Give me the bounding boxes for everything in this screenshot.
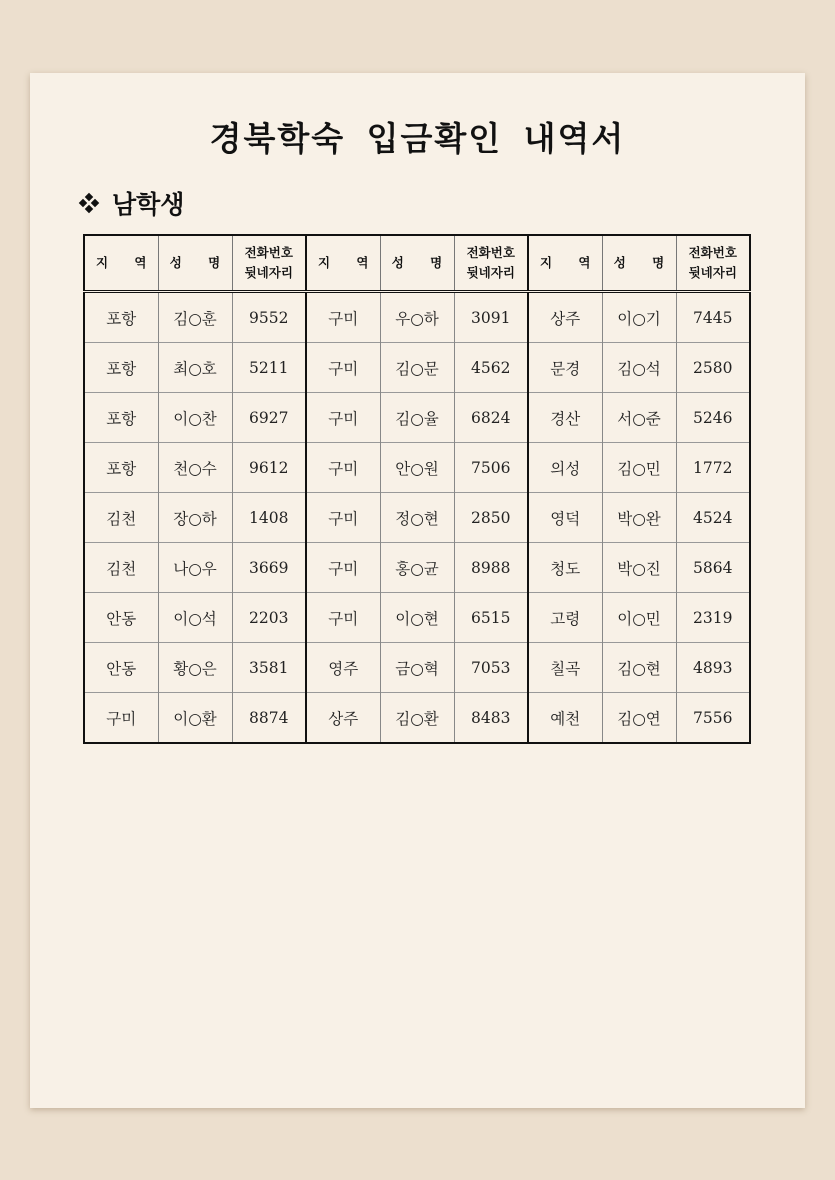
cell-name: 홍○균 <box>380 543 454 593</box>
cell-region: 예천 <box>528 693 602 744</box>
header-phone-line1: 전화번호 <box>244 245 293 260</box>
cell-phone: 8483 <box>454 693 528 744</box>
cell-region: 구미 <box>306 292 380 343</box>
table-row <box>84 593 750 643</box>
cell-name: 김○연 <box>602 693 676 744</box>
table-header-row <box>84 235 750 292</box>
cell-region: 구미 <box>84 693 158 744</box>
table-row <box>84 493 750 543</box>
header-phone-line2: 뒷네자리 <box>688 265 737 280</box>
cell-region: 구미 <box>306 343 380 393</box>
cell-phone: 1408 <box>232 493 306 543</box>
cell-phone: 4893 <box>676 643 750 693</box>
cell-name: 이○현 <box>380 593 454 643</box>
cell-region: 영주 <box>306 643 380 693</box>
cell-phone: 3669 <box>232 543 306 593</box>
cell-name: 금○혁 <box>380 643 454 693</box>
cell-name: 이○찬 <box>158 393 232 443</box>
cell-name: 정○현 <box>380 493 454 543</box>
cell-name: 이○석 <box>158 593 232 643</box>
cell-region: 구미 <box>306 593 380 643</box>
header-region: 지 역 <box>84 235 158 292</box>
cell-region: 경산 <box>528 393 602 443</box>
cell-phone: 5246 <box>676 393 750 443</box>
cell-phone: 9552 <box>232 292 306 343</box>
cell-phone: 3581 <box>232 643 306 693</box>
cell-phone: 6824 <box>454 393 528 443</box>
cell-name: 서○준 <box>602 393 676 443</box>
cell-name: 김○문 <box>380 343 454 393</box>
cell-name: 김○환 <box>380 693 454 744</box>
cell-region: 김천 <box>84 493 158 543</box>
cell-region: 의성 <box>528 443 602 493</box>
cell-name: 우○하 <box>380 292 454 343</box>
cell-region: 고령 <box>528 593 602 643</box>
cell-phone: 2319 <box>676 593 750 643</box>
cell-name: 천○수 <box>158 443 232 493</box>
cell-phone: 6515 <box>454 593 528 643</box>
header-phone-line1: 전화번호 <box>466 245 515 260</box>
deposit-table <box>83 234 751 744</box>
cell-region: 포항 <box>106 309 137 328</box>
cell-name: 황○은 <box>158 643 232 693</box>
cell-region: 상주 <box>528 292 602 343</box>
cell-name: 이○기 <box>602 292 676 343</box>
header-name: 성 명 <box>602 235 676 292</box>
table-row <box>84 443 750 493</box>
cell-region: 김천 <box>84 543 158 593</box>
cell-phone: 4562 <box>454 343 528 393</box>
cell-phone: 1772 <box>676 443 750 493</box>
header-phone <box>454 235 528 292</box>
cell-name: 박○완 <box>602 493 676 543</box>
cell-phone: 7445 <box>676 292 750 343</box>
cell-region: 문경 <box>528 343 602 393</box>
cell-name: 김○석 <box>602 343 676 393</box>
cell-name: 이○환 <box>158 693 232 744</box>
cell-region: 포항 <box>84 393 158 443</box>
cell-name: 장○하 <box>158 493 232 543</box>
table-row <box>84 543 750 593</box>
cell-region: 안동 <box>84 643 158 693</box>
cell-name: 나○우 <box>158 543 232 593</box>
document-title: 경북학숙 입금확인 내역서 <box>209 119 626 158</box>
cell-region: 구미 <box>306 543 380 593</box>
header-region: 지 역 <box>528 235 602 292</box>
cell-phone: 7053 <box>454 643 528 693</box>
cell-region: 포항 <box>84 443 158 493</box>
cell-region: 구미 <box>306 393 380 443</box>
header-phone-line1: 전화번호 <box>688 245 737 260</box>
cell-phone: 5211 <box>232 343 306 393</box>
header-phone <box>676 235 750 292</box>
cell-phone: 7506 <box>454 443 528 493</box>
cell-name: 김○민 <box>602 443 676 493</box>
table-row <box>84 643 750 693</box>
cell-phone: 7556 <box>676 693 750 744</box>
header-phone-line2: 뒷네자리 <box>466 265 515 280</box>
cell-region: 구미 <box>306 443 380 493</box>
cell-region: 영덕 <box>528 493 602 543</box>
cell-region: 안동 <box>84 593 158 643</box>
cell-phone: 8874 <box>232 693 306 744</box>
cell-name: 안○원 <box>380 443 454 493</box>
table-row <box>84 343 750 393</box>
cell-name: 김○현 <box>602 643 676 693</box>
cell-phone: 6927 <box>232 393 306 443</box>
table-body <box>84 292 750 744</box>
cell-phone: 2203 <box>232 593 306 643</box>
table-row <box>84 292 750 343</box>
cell-name: 이○민 <box>602 593 676 643</box>
header-phone-line2: 뒷네자리 <box>244 265 293 280</box>
cell-phone: 3091 <box>454 292 528 343</box>
table-row <box>84 393 750 443</box>
section-label: 남학생 <box>112 190 185 219</box>
cell-phone: 2850 <box>454 493 528 543</box>
header-region: 지 역 <box>306 235 380 292</box>
document-page <box>30 73 805 1108</box>
cell-phone: 2580 <box>676 343 750 393</box>
cell-name: 김○훈 <box>158 292 232 343</box>
header-name: 성 명 <box>158 235 232 292</box>
cell-region: 청도 <box>528 543 602 593</box>
header-phone <box>232 235 306 292</box>
cell-name: 김○율 <box>380 393 454 443</box>
section-heading <box>80 185 184 221</box>
cell-region: 칠곡 <box>528 643 602 693</box>
cell-region: 포항 <box>84 343 158 393</box>
cell-phone: 5864 <box>676 543 750 593</box>
table-row <box>84 693 750 744</box>
cell-name: 박○진 <box>602 543 676 593</box>
cell-region: 구미 <box>306 493 380 543</box>
cell-phone: 8988 <box>454 543 528 593</box>
header-name: 성 명 <box>380 235 454 292</box>
cell-region: 상주 <box>306 693 380 744</box>
cell-phone: 4524 <box>676 493 750 543</box>
diamond-bullet-icon <box>80 194 98 212</box>
cell-phone: 9612 <box>232 443 306 493</box>
cell-name: 최○호 <box>158 343 232 393</box>
